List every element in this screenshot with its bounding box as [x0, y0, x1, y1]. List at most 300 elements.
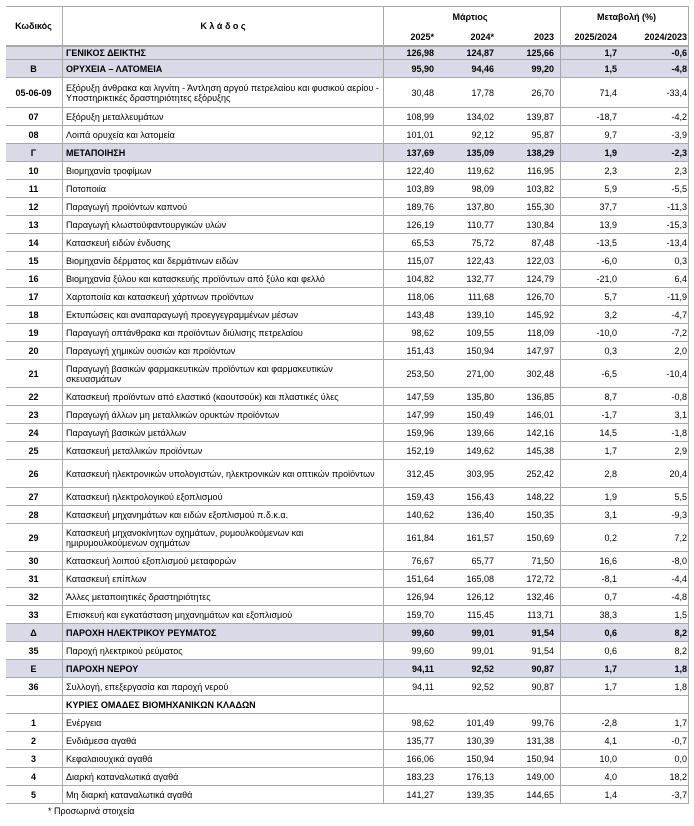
value-2024: 111,68 — [467, 291, 494, 302]
value-2023: 122,03 — [526, 255, 554, 266]
row-name: ΓΕΝΙΚΟΣ ΔΕΙΚΤΗΣ — [66, 48, 146, 58]
change-2025-2024: 4,0 — [604, 771, 617, 782]
table-row — [6, 660, 689, 678]
value-2023: 132,46 — [526, 591, 554, 602]
change-2025-2024: -10,0 — [596, 327, 617, 338]
table-row — [6, 714, 689, 732]
table-row — [6, 424, 689, 442]
row-name: Κατασκευή μεταλλικών προϊόντων — [66, 445, 203, 456]
header-year-2025: 2025* — [410, 32, 434, 42]
value-2023: 99,20 — [531, 63, 554, 74]
table-row — [6, 460, 689, 488]
table-row — [6, 768, 689, 786]
row-code: 19 — [28, 327, 39, 338]
change-2024-2023: 1,7 — [674, 717, 687, 728]
value-2023: 139,87 — [526, 111, 554, 122]
value-2024: 92,52 — [471, 663, 494, 674]
table-row — [6, 786, 689, 804]
value-2024: 130,39 — [466, 735, 494, 746]
row-code: 27 — [28, 491, 39, 502]
value-2024 — [436, 696, 496, 713]
value-2025: 108,99 — [406, 111, 434, 122]
change-2024-2023: -4,8 — [671, 591, 687, 602]
value-2025: 137,69 — [406, 147, 434, 158]
value-2025: 147,59 — [406, 391, 434, 402]
change-2024-2023: 8,2 — [674, 645, 687, 656]
index-table — [6, 6, 689, 804]
change-2025-2024: 1,7 — [604, 445, 617, 456]
change-2024-2023: -7,2 — [671, 327, 687, 338]
value-2023: 136,85 — [526, 391, 554, 402]
value-2024: 303,95 — [466, 468, 494, 479]
value-2024: 135,09 — [466, 147, 494, 158]
value-2024: 126,12 — [466, 591, 494, 602]
row-name: Παραγωγή χημικών ουσιών και προϊόντων — [66, 345, 236, 356]
row-name: Ποτοποιία — [66, 183, 106, 194]
change-2024-2023: 6,4 — [674, 273, 687, 284]
row-code: 26 — [28, 468, 39, 479]
row-code — [6, 696, 61, 713]
row-name: Κατασκευή ηλεκτρονικών υπολογιστών, ηλεκτρονικών και οπτικών προϊόντων — [66, 468, 375, 479]
value-2025: 122,40 — [406, 165, 434, 176]
change-2025-2024: 0,6 — [604, 645, 617, 656]
change-2024-2023: -9,3 — [671, 509, 687, 520]
change-2025-2024: 4,1 — [604, 735, 617, 746]
table-row — [6, 696, 689, 714]
change-2024-2023: 2,3 — [674, 165, 687, 176]
value-2023: 145,92 — [526, 309, 554, 320]
change-2025-2024: 3,2 — [604, 309, 617, 320]
table-row — [6, 506, 689, 524]
footnote: * Προσωρινά στοιχεία — [48, 806, 135, 816]
row-name: Επισκευή και εγκατάσταση μηχανημάτων και εξοπλισμού — [66, 609, 293, 620]
change-2025-2024: 3,1 — [604, 509, 617, 520]
header-change: Μεταβολή (%) — [596, 12, 657, 22]
change-2025-2024: 0,2 — [604, 532, 617, 543]
value-2025: 126,98 — [406, 48, 434, 58]
value-2025: 94,11 — [412, 681, 434, 692]
row-code: 20 — [28, 345, 39, 356]
value-2024: 110,77 — [467, 219, 494, 230]
value-2023: 155,30 — [526, 201, 554, 212]
table-row — [6, 270, 689, 288]
value-2025: 99,60 — [411, 627, 434, 638]
table-row — [6, 108, 689, 126]
change-2024-2023: 20,4 — [669, 468, 687, 479]
row-code: 5 — [30, 789, 36, 800]
row-code: 28 — [28, 509, 39, 520]
table-row — [6, 252, 689, 270]
change-2025-2024: -13,5 — [596, 237, 617, 248]
table-header — [6, 6, 689, 46]
value-2025: 118,06 — [407, 291, 434, 302]
row-name: Παραγωγή οπτάνθρακα και προϊόντων διύλισης πετρελαίου — [66, 327, 303, 338]
value-2023: 149,00 — [526, 771, 554, 782]
row-code: 08 — [28, 129, 39, 140]
change-2024-2023: -4,8 — [671, 63, 687, 74]
row-code: 16 — [28, 273, 39, 284]
table-row — [6, 180, 689, 198]
change-2025-2024: 10,0 — [599, 753, 617, 764]
change-2025-2024: 8,7 — [604, 391, 617, 402]
row-code: 2 — [30, 735, 36, 746]
row-name: Παραγωγή βασικών μετάλλων — [66, 427, 187, 438]
row-code: 1 — [30, 717, 36, 728]
change-2024-2023: 1,8 — [674, 663, 687, 674]
table-row — [6, 324, 689, 342]
change-2024-2023: 5,5 — [674, 491, 687, 502]
change-2024-2023: -2,3 — [671, 147, 687, 158]
value-2023: 302,48 — [526, 368, 554, 379]
row-name: Ενδιάμεσα αγαθά — [66, 735, 137, 746]
row-name: Ενέργεια — [66, 717, 102, 728]
header-code: Κωδικός — [15, 21, 52, 31]
row-code: 33 — [28, 609, 39, 620]
row-name: Συλλογή, επεξεργασία και παροχή νερού — [66, 681, 229, 692]
row-name: Βιομηχανία τροφίμων — [66, 165, 152, 176]
value-2024: 124,87 — [466, 48, 494, 58]
row-code: 4 — [30, 771, 36, 782]
change-2025-2024: 1,9 — [604, 491, 617, 502]
value-2024: 75,72 — [471, 237, 494, 248]
change-2024-2023: -3,9 — [671, 129, 687, 140]
table-row — [6, 624, 689, 642]
value-2025: 141,27 — [406, 789, 434, 800]
row-name: Κατασκευή μηχανοκίνητων οχημάτων, ρυμουλκούμενων και ημιρυμουλκούμενων οχημάτων — [66, 527, 304, 548]
change-2025-2024: 16,6 — [599, 555, 617, 566]
row-name: Άλλες μεταποιητικές δραστηριότητες — [66, 591, 211, 602]
row-name: Κατασκευή επίπλων — [66, 573, 147, 584]
table-row — [6, 234, 689, 252]
row-name: Μη διαρκή καταναλωτικά αγαθά — [66, 789, 193, 800]
change-2024-2023: -0,6 — [671, 48, 687, 58]
change-2025-2024: 2,8 — [604, 468, 617, 479]
change-2024-2023: 3,1 — [674, 409, 687, 420]
value-2023: 150,35 — [526, 509, 554, 520]
value-2024: 115,45 — [467, 609, 494, 620]
row-name: Παραγωγή άλλων μη μεταλλικών ορυκτών προϊόντων — [66, 409, 280, 420]
table-row — [6, 732, 689, 750]
table-row — [6, 126, 689, 144]
change-2024-2023: 1,5 — [674, 609, 687, 620]
value-2025: 94,11 — [411, 663, 434, 674]
value-2023: 116,95 — [527, 165, 554, 176]
change-2025-2024: 2,3 — [604, 165, 617, 176]
value-2024: 119,62 — [467, 165, 494, 176]
row-name: Εξόρυξη μεταλλευμάτων — [66, 111, 164, 122]
table-row — [6, 442, 689, 460]
change-2025-2024 — [564, 696, 619, 713]
value-2024: 135,80 — [466, 391, 494, 402]
row-name: Παραγωγή κλωστοϋφαντουργικών υλών — [66, 219, 227, 230]
row-code: 23 — [28, 409, 39, 420]
change-2025-2024: 71,4 — [599, 87, 617, 98]
value-2025: 103,89 — [406, 183, 434, 194]
value-2023: 131,38 — [526, 735, 554, 746]
header-year-2024: 2024* — [470, 32, 494, 42]
header-change-2024-2023: 2024/2023 — [644, 32, 687, 42]
row-code: 12 — [28, 201, 39, 212]
header-change-2025-2024: 2025/2024 — [574, 32, 617, 42]
change-2024-2023: -1,8 — [671, 427, 687, 438]
table-body — [6, 46, 689, 804]
row-code: 3 — [30, 753, 36, 764]
change-2025-2024: 0,7 — [604, 591, 617, 602]
value-2025: 312,45 — [406, 468, 434, 479]
change-2024-2023: -11,3 — [667, 201, 687, 212]
change-2024-2023: 2,0 — [674, 345, 687, 356]
table-row — [6, 524, 689, 552]
value-2023: 130,84 — [526, 219, 554, 230]
row-code: 35 — [28, 645, 39, 656]
change-2025-2024: 5,7 — [604, 291, 617, 302]
change-2025-2024: 1,7 — [604, 681, 617, 692]
row-name: Κατασκευή λοιπού εξοπλισμού μεταφορών — [66, 555, 236, 566]
value-2024: 94,46 — [471, 63, 494, 74]
value-2023: 90,87 — [531, 681, 554, 692]
value-2025: 159,96 — [406, 427, 434, 438]
value-2025: 159,43 — [406, 491, 434, 502]
row-name: ΠΑΡΟΧΗ ΝΕΡΟΥ — [66, 663, 139, 674]
value-2024: 139,10 — [466, 309, 494, 320]
value-2023: 90,87 — [531, 663, 554, 674]
row-code — [6, 47, 61, 59]
value-2024: 136,40 — [466, 509, 494, 520]
value-2023: 147,97 — [526, 345, 554, 356]
change-2024-2023: 2,9 — [674, 445, 687, 456]
change-2025-2024: -21,0 — [596, 273, 617, 284]
value-2024: 150,94 — [466, 345, 494, 356]
table-row — [6, 552, 689, 570]
value-2024: 176,13 — [466, 771, 494, 782]
change-2025-2024: 5,9 — [604, 183, 617, 194]
row-code: B — [30, 63, 37, 74]
table-row — [6, 78, 689, 108]
row-code: 22 — [28, 391, 39, 402]
table-row — [6, 388, 689, 406]
value-2025: 135,77 — [406, 735, 434, 746]
row-name: Κατασκευή μηχανημάτων και ειδών εξοπλισμού π.δ.κ.α. — [66, 509, 289, 520]
row-name: Εξόρυξη άνθρακα και λιγνίτη - Άντληση αργού πετρελαίου και φυσικού αερίου - Υποστηρικτικές δραστηριότητες εξόρυξης — [66, 82, 379, 103]
change-2025-2024: 1,4 — [604, 789, 617, 800]
value-2023: 172,72 — [526, 573, 554, 584]
value-2025: 115,07 — [407, 255, 434, 266]
value-2025: 151,43 — [406, 345, 434, 356]
row-code: 24 — [28, 427, 39, 438]
row-code: 10 — [28, 165, 39, 176]
change-2024-2023: 7,2 — [674, 532, 687, 543]
change-2025-2024: -18,7 — [596, 111, 617, 122]
value-2025: 98,62 — [411, 717, 434, 728]
table-row — [6, 606, 689, 624]
value-2023: 252,42 — [526, 468, 554, 479]
change-2024-2023: 0,3 — [674, 255, 687, 266]
table-row — [6, 216, 689, 234]
row-code: 30 — [28, 555, 39, 566]
change-2024-2023: -13,4 — [666, 237, 687, 248]
value-2025: 65,53 — [411, 237, 434, 248]
row-code: 31 — [28, 573, 39, 584]
value-2023: 146,01 — [526, 409, 554, 420]
change-2024-2023: -3,7 — [671, 789, 687, 800]
change-2024-2023 — [623, 696, 689, 713]
row-code: 29 — [28, 532, 39, 543]
value-2023: 148,22 — [526, 491, 554, 502]
value-2024: 139,66 — [466, 427, 494, 438]
table-row — [6, 162, 689, 180]
change-2025-2024: -1,7 — [601, 409, 617, 420]
value-2024: 156,43 — [466, 491, 494, 502]
value-2023: 118,09 — [527, 327, 554, 338]
change-2024-2023: 8,2 — [674, 627, 687, 638]
row-name: Παραγωγή προϊόντων καπνού — [66, 201, 188, 212]
table-row — [6, 60, 689, 78]
header-sector: Κ λ ά δ ο ς — [200, 21, 246, 31]
value-2024: 92,52 — [471, 681, 494, 692]
change-2025-2024: 9,7 — [604, 129, 617, 140]
value-2024: 65,77 — [471, 555, 494, 566]
change-2025-2024: -6,5 — [601, 368, 617, 379]
change-2024-2023: -8,0 — [671, 555, 687, 566]
row-code: 13 — [28, 219, 39, 230]
value-2025: 189,76 — [406, 201, 434, 212]
change-2024-2023: -15,3 — [666, 219, 687, 230]
value-2025: 76,67 — [411, 555, 434, 566]
row-code: 07 — [28, 111, 39, 122]
value-2024: 101,49 — [466, 717, 494, 728]
change-2025-2024: -2,8 — [601, 717, 617, 728]
value-2023: 145,38 — [526, 445, 554, 456]
row-name: Παραγωγή βασικών φαρμακευτικών προϊόντων και φαρμακευτικών σκευασμάτων — [66, 363, 333, 384]
value-2025: 99,60 — [411, 645, 434, 656]
value-2023: 150,94 — [526, 753, 554, 764]
value-2025: 140,62 — [406, 509, 434, 520]
value-2023: 138,29 — [526, 147, 554, 158]
value-2024: 122,43 — [466, 255, 494, 266]
change-2024-2023: -0,8 — [671, 391, 687, 402]
row-code: 36 — [28, 681, 39, 692]
row-code: Ε — [30, 663, 37, 674]
row-name: Κατασκευή ηλεκτρολογικού εξοπλισμού — [66, 491, 223, 502]
change-2025-2024: 38,3 — [599, 609, 617, 620]
change-2024-2023: 18,2 — [669, 771, 687, 782]
value-2023: 125,66 — [526, 48, 554, 58]
row-code: 32 — [28, 591, 39, 602]
change-2025-2024: 14,5 — [599, 427, 617, 438]
value-2024: 99,01 — [471, 627, 494, 638]
value-2025: 143,48 — [406, 309, 434, 320]
header-year-2023: 2023 — [533, 32, 554, 42]
change-2024-2023: -0,7 — [671, 735, 687, 746]
value-2024: 150,49 — [466, 409, 494, 420]
table-row — [6, 306, 689, 324]
value-2024: 98,09 — [471, 183, 494, 194]
change-2025-2024: 1,7 — [604, 663, 617, 674]
value-2024: 134,02 — [466, 111, 494, 122]
table-row — [6, 570, 689, 588]
row-code: 14 — [28, 237, 39, 248]
row-code: 17 — [28, 291, 39, 302]
value-2023: 95,87 — [531, 129, 554, 140]
change-2024-2023: -33,4 — [666, 87, 687, 98]
row-name: ΜΕΤΑΠΟΙΗΣΗ — [66, 147, 126, 158]
change-2024-2023: -5,5 — [671, 183, 687, 194]
row-name: Εκτυπώσεις και αναπαραγωγή προεγγεγραμμένων μέσων — [66, 309, 299, 320]
value-2024: 132,77 — [466, 273, 494, 284]
value-2023: 71,50 — [531, 555, 554, 566]
value-2024: 161,57 — [466, 532, 494, 543]
change-2025-2024: -6,0 — [601, 255, 617, 266]
row-code: 25 — [28, 445, 39, 456]
value-2024: 165,08 — [466, 573, 494, 584]
row-name: Κατασκευή προϊόντων από ελαστικό (καουτσούκ) και πλαστικές ύλες — [66, 391, 339, 402]
table-row — [6, 642, 689, 660]
row-code: 15 — [28, 255, 39, 266]
table-row — [6, 198, 689, 216]
value-2025: 253,50 — [406, 368, 434, 379]
change-2025-2024: 1,9 — [604, 147, 617, 158]
value-2023: 103,82 — [526, 183, 554, 194]
row-name: Βιομηχανία ξύλου και κατασκευής προϊόντων από ξύλο και φελλό — [66, 273, 325, 284]
change-2025-2024: 0,3 — [604, 345, 617, 356]
change-2025-2024: 37,7 — [599, 201, 617, 212]
value-2023: 124,79 — [526, 273, 554, 284]
table-row — [6, 360, 689, 388]
row-name: ΚΥΡΙΕΣ ΟΜΑΔΕΣ ΒΙΟΜΗΧΑΝΙΚΩΝ ΚΛΑΔΩΝ — [66, 699, 256, 710]
value-2025: 98,62 — [411, 327, 434, 338]
value-2024: 271,00 — [466, 368, 494, 379]
change-2025-2024: 13,9 — [599, 219, 617, 230]
value-2023: 113,71 — [527, 609, 554, 620]
row-name: Βιομηχανία δέρματος και δερμάτινων ειδών — [66, 255, 239, 266]
value-2023: 142,16 — [526, 427, 554, 438]
value-2025: 126,94 — [406, 591, 434, 602]
change-2025-2024: 1,7 — [604, 48, 617, 58]
change-2025-2024: 0,6 — [604, 627, 617, 638]
change-2024-2023: 0,0 — [674, 753, 687, 764]
table-row — [6, 488, 689, 506]
table-row — [6, 144, 689, 162]
value-2023 — [496, 696, 556, 713]
value-2023: 144,65 — [526, 789, 554, 800]
row-code: 21 — [28, 368, 39, 379]
value-2025: 159,70 — [406, 609, 434, 620]
row-code: Γ — [30, 147, 37, 158]
table-row — [6, 678, 689, 696]
value-2024: 139,35 — [466, 789, 494, 800]
value-2025: 30,48 — [411, 87, 434, 98]
change-2024-2023: -10,4 — [666, 368, 687, 379]
value-2024: 99,01 — [471, 645, 494, 656]
table-row — [6, 750, 689, 768]
value-2025: 95,90 — [411, 63, 434, 74]
value-2025: 151,64 — [406, 573, 434, 584]
change-2024-2023: -11,9 — [667, 291, 687, 302]
change-2024-2023: -4,4 — [671, 573, 687, 584]
table-row — [6, 342, 689, 360]
value-2024: 17,78 — [471, 87, 494, 98]
value-2024: 92,12 — [471, 129, 494, 140]
value-2025: 152,19 — [406, 445, 434, 456]
value-2025: 161,84 — [406, 532, 434, 543]
value-2025: 183,23 — [406, 771, 434, 782]
value-2023: 91,54 — [531, 645, 554, 656]
table-row — [6, 46, 689, 60]
row-code: Δ — [30, 627, 37, 638]
row-name: Παροχή ηλεκτρικού ρεύματος — [66, 645, 183, 656]
header-month: Μάρτιος — [452, 12, 488, 22]
row-code: 11 — [28, 183, 39, 194]
